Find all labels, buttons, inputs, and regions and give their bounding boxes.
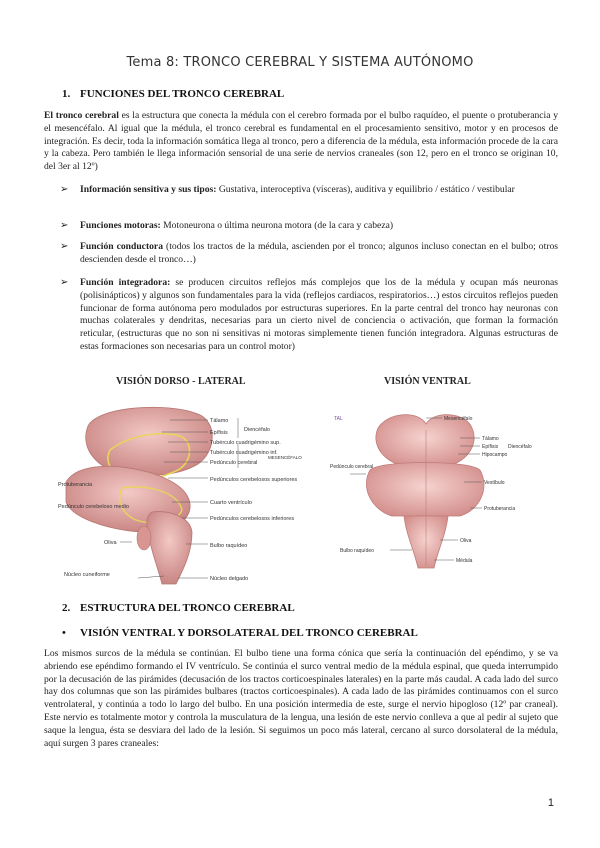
- body-paragraph: Los mismos surcos de la médula se continúan. El bulbo tiene una forma cónica que sería la continuación del epéndimo, y se va abriendo ese epéndimo formando el IV ventrículo. Se continúa el surco ventral medio de la médula espinal, que queda interrumpido por la decusación de las pirámides (decusación de los tractos corticoespinales laterales) en la parte más caudal. A cada lado del surco hay dos columnas que son las pirámides bulbares (tractos corticoespinales). A cada lado de las pirámides continuamos con el surco ventrolateral, y continúa a todo lo largo del bulbo. En una posición intermedia de este, surge el nervio hipogloso (12º par craneal). Este nervio es totalmente motor y controla la musculatura de la lengua, una lesión de este nervio conlleva a que al pedir al sujeto que saque la lengua, ésta se desviara del lado de la lesión. Si seguimos un poco más lateral, cercano al surco dorsolateral de la médula, aquí surgen 3 pares craneales:: [44, 648, 558, 749]
- page-number: 1: [547, 797, 554, 809]
- label-nucleo-cuneiforme: Núcleo cuneiforme: [64, 572, 110, 578]
- bullet-item: [62, 241, 558, 267]
- label-oliva: Oliva: [104, 540, 117, 546]
- label-nucleo-delgado: Núcleo delgado: [210, 576, 249, 582]
- arrow-bullet-icon: ➢: [60, 277, 69, 288]
- label-ped-medio: Pedúnculo cerebeloso medio: [58, 504, 129, 510]
- intro-bold: El tronco cerebral: [44, 110, 119, 121]
- section-2-heading: [62, 602, 295, 614]
- figure-right-title: VISIÓN VENTRAL: [384, 376, 471, 387]
- bullet-bold: Funciones motoras:: [80, 220, 161, 231]
- label-r-mesencefalo: Mesencéfalo: [444, 416, 473, 422]
- label-corner-tal: TAL: [334, 416, 343, 422]
- bullet-bold: Información sensitiva y sus tipos:: [80, 184, 217, 195]
- page-title: Tema 8: TRONCO CEREBRAL Y SISTEMA AUTÓNOMO: [126, 55, 474, 70]
- bullet-bold: Función conductora: [80, 241, 163, 252]
- bullet-item: [62, 220, 558, 233]
- label-talamo: Tálamo: [210, 418, 229, 424]
- intro-text: es la estructura que conecta la médula con el cerebro formada por el bulbo raquídeo, el puente o protuberancia y el mesencéfalo. Al igual que la médula, el tronco cerebral es fundamental en el procesamiento sensitivo, motor y en procesos de integración. Es decir, toda la información somática llega al tronco, pero a diferencia de la médula, esta información procede de la cara y la cabeza. Pero también le llega información sensorial de una serie de nervios craneales (son 12, pero en el tronco se originan 10, del 3er al 12º): [44, 110, 558, 173]
- intro-paragraph: [44, 110, 558, 174]
- bullet-item: [62, 277, 558, 354]
- label-mesencefalo: MESENCÉFALO: [268, 455, 302, 460]
- diencephalon-shape: [376, 415, 474, 466]
- label-tuberculo-inf: Tubérculo cuadrigémino inf.: [210, 450, 278, 456]
- label-r-talamo: Tálamo: [482, 436, 499, 442]
- label-r-ped-cerebral: Pedúnculo cerebral: [330, 464, 374, 470]
- bullet-text: se producen circuitos reflejos más complejos que los de la médula y ocupan más neuronas (polisinápticos) y algunos son fundamentales para la vida (reflejos cardiacos, respiratorios…) estos circuitos reflejos pueden funcionar de forma autónoma pero modulados por estructuras superiores. En la parte central del tronco hay neuronas con muchas colaterales y dendritas, necesarias para un cierto nivel de conciencia o activación, que forman la formación reticular, (estructuras que no son ni sensitivas ni motoras simplemente tienen función integradora. Algunas estructuras de estas formaciones son necesarias para un control motor): [80, 277, 558, 352]
- brainstem-dorsolateral-figure: [58, 392, 348, 588]
- subsection-heading-text: VISIÓN VENTRAL Y DORSOLATERAL DEL TRONCO CEREBRAL: [80, 627, 418, 639]
- label-r-diencefalo: Diencéfalo: [508, 444, 532, 450]
- bullet-text: Motoneurona o última neurona motora (de la cara y cabeza): [160, 220, 394, 231]
- bullet-item: [62, 184, 558, 197]
- label-r-vestibulo: Vestíbulo: [484, 480, 505, 486]
- bullet-dot-icon: •: [62, 627, 66, 639]
- arrow-bullet-icon: ➢: [60, 184, 69, 195]
- olive-shape: [137, 526, 151, 550]
- section-heading-text: ESTRUCTURA DEL TRONCO CEREBRAL: [80, 602, 295, 614]
- label-r-oliva: Oliva: [460, 538, 472, 544]
- section-heading-text: FUNCIONES DEL TRONCO CEREBRAL: [80, 88, 285, 100]
- label-r-epifisis: Epífisis: [482, 444, 499, 450]
- section-number: 2.: [62, 602, 71, 614]
- label-protuberancia: Protuberancia: [58, 482, 93, 488]
- label-r-protuberancia: Protuberancia: [484, 506, 516, 512]
- subsection-heading: [62, 627, 418, 639]
- bullet-text: (todos los tractos de la médula, ascienden por el tronco; algunos incluso conectan en el bulbo; otros descienden desde el tronco…): [80, 241, 558, 265]
- medulla-shape: [147, 512, 192, 584]
- arrow-bullet-icon: ➢: [60, 241, 69, 252]
- bullet-bold: Función integradora:: [80, 277, 171, 288]
- thalamus-shape: [86, 407, 213, 475]
- label-ped-inf: Pedúnculos cerebelosos inferiores: [210, 516, 295, 522]
- figure-left-title: VISIÓN DORSO - LATERAL: [116, 376, 246, 387]
- label-ped-sup: Pedúnculos cerebelosos superiores: [210, 477, 298, 483]
- arrow-bullet-icon: ➢: [60, 220, 69, 231]
- bullet-text: Gustativa, interoceptiva (vísceras), auditiva y equilibrio / estático / vestibular: [216, 184, 515, 195]
- section-number: 1.: [62, 88, 71, 100]
- label-epifisis: Epífisis: [210, 430, 228, 436]
- label-diencefalo: Diencéfalo: [244, 427, 270, 433]
- label-pedunculo-cerebral: Pedúnculo cerebral: [210, 460, 258, 466]
- label-r-bulbo: Bulbo raquídeo: [340, 548, 374, 554]
- label-cuarto-ventriculo: Cuarto ventrículo: [210, 500, 252, 506]
- label-r-hipocampo: Hipocampo: [482, 452, 508, 458]
- pons-ventral-shape: [366, 463, 484, 517]
- label-tuberculo-sup: Tubérculo cuadrigémino sup.: [210, 440, 281, 446]
- label-r-medula: Médula: [456, 558, 473, 564]
- brainstem-ventral-figure: [330, 410, 540, 570]
- section-1-heading: [62, 88, 284, 100]
- label-bulbo: Bulbo raquídeo: [210, 543, 248, 549]
